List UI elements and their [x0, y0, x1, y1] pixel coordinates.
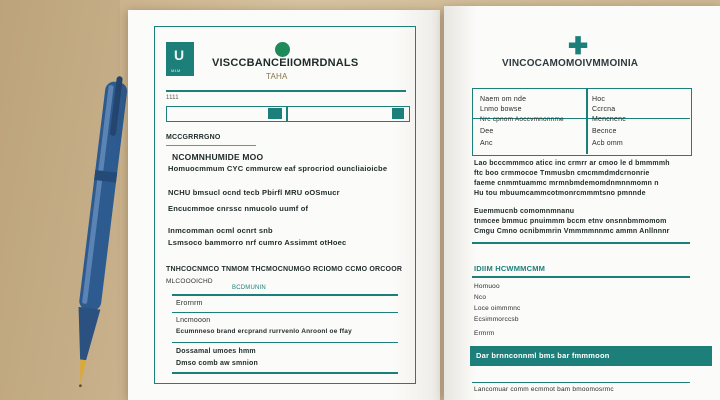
table-right-1: Hoc [592, 96, 606, 103]
section2-sub: MLCOOOICHD [166, 278, 213, 285]
id-label: 1111 [166, 95, 179, 101]
info-table-divider [586, 88, 588, 154]
section-title: IDIIM HCWMMCMM [474, 264, 546, 273]
block-line-2: Lncmooon [176, 317, 211, 324]
block-rule-3 [172, 342, 398, 343]
block-rule-2 [172, 312, 398, 313]
section-line-4: Ecsimmorccsb [474, 316, 519, 323]
block-line-3: Ecumnneso brand ercprand rurrvenlo Anroonl oe ffay [176, 328, 352, 335]
table-right-5: Acb omm [592, 140, 623, 147]
body-line-2: Homuocmmum CYC cmmurcw eaf sprocriod ouncliaioicbe [168, 164, 388, 173]
right-title: VINCOCAMOMOIVMMOINIA [502, 58, 639, 69]
form-page-right [444, 6, 720, 400]
section-rule [166, 145, 256, 146]
form-page-left [128, 10, 440, 400]
section2-heading: TNHCOCNMCO TNMOM THCMOCNUMGO RCIOMO CCMO ORCOOR [166, 266, 403, 273]
cross-icon: ✚ [568, 33, 589, 60]
form-title: VISCCBANCEIIOMRDNALS [212, 57, 359, 69]
table-left-3: Nrc cpnom Aoccvmnonnme [480, 116, 564, 123]
logo-caption: M1M [171, 68, 181, 73]
input-fill [268, 108, 282, 119]
block-rule-top [172, 294, 398, 296]
table-left-5: Anc [480, 140, 493, 147]
para2-line-1: Euemmucnb comomnmnanu [474, 208, 575, 215]
body-line-5: Inmcomman ocml ocnrt snb [168, 226, 273, 235]
table-right-4: Becnce [592, 128, 617, 135]
para1-line-1: Lao bcccmmmco aticc inc crmrr ar cmoo le d bmmmmh [474, 160, 670, 167]
para1-line-4: Hu tou mbuumcammcotmonrcmmmtsno pmnnde [474, 190, 646, 197]
section2-tag: BCDMUNIN [232, 285, 266, 291]
section-title-rule [472, 276, 690, 278]
para-rule [472, 242, 690, 244]
table-right-3: Mencnenc [592, 116, 626, 123]
highlight-band-text: Dar brnnconnml bms bar fmmmoon [476, 351, 610, 360]
body-line-4: Encucmmoe cnrssc nmucolo uumf of [168, 204, 309, 213]
footer-rule [472, 382, 690, 383]
logo-letter: U [174, 47, 185, 63]
body-line-3: NCHU bmsucl ocnd tecb Pbirfl MRU oOSmucr [168, 188, 340, 197]
section-line-1: Homuoo [474, 283, 500, 290]
section-line-5: Ermrm [474, 330, 495, 337]
table-left-4: Dee [480, 128, 494, 135]
para2-line-2: tnmcee bmmuc pnuimmm bccm etnv onsnnbmmomom [474, 218, 667, 225]
body-line-6: Lsmsoco bammorro nrf cumro Assimmt otHoec [168, 238, 347, 247]
section-heading: MCCGRRRGNO [166, 134, 221, 141]
para1-line-2: ftc boo crmmocoe Tmmusbn cmcmmdmdcrnonrie [474, 170, 650, 177]
section-line-3: Loce oimmmnc [474, 305, 521, 312]
section-line-2: Nco [474, 294, 487, 301]
para2-line-3: Cmgu Cmno ocnibmmrin Vmmmmnnmc ammn Anllnnnr [474, 228, 670, 235]
input-box [166, 106, 410, 122]
header-rule [166, 90, 406, 92]
table-left-1: Naem om nde [480, 96, 527, 103]
block-rule-bottom [172, 372, 398, 374]
input-divider [286, 106, 288, 122]
seal-icon [275, 42, 290, 57]
form-subtitle: TAHA [266, 72, 288, 81]
block-line-5: Dmso comb aw smnion [176, 360, 258, 367]
block-line-1: Erornrm [176, 300, 203, 307]
footer-line: Lancomuar comm ecmmot bam bmoomosrmc [474, 386, 614, 393]
para1-line-3: faeme cnmmtuammc mrmnbmdemomdnmnnmomn n [474, 180, 659, 187]
block-line-4: Dossamal umoes hmm [176, 348, 256, 355]
ballpoint-pen-icon [62, 70, 132, 400]
body-line-1: NCOMNHUMIDE MOO [172, 152, 264, 162]
table-left-2: Lnmo bowse [480, 106, 522, 113]
table-right-2: Ccrcna [592, 106, 616, 113]
input-fill-right [392, 108, 404, 119]
